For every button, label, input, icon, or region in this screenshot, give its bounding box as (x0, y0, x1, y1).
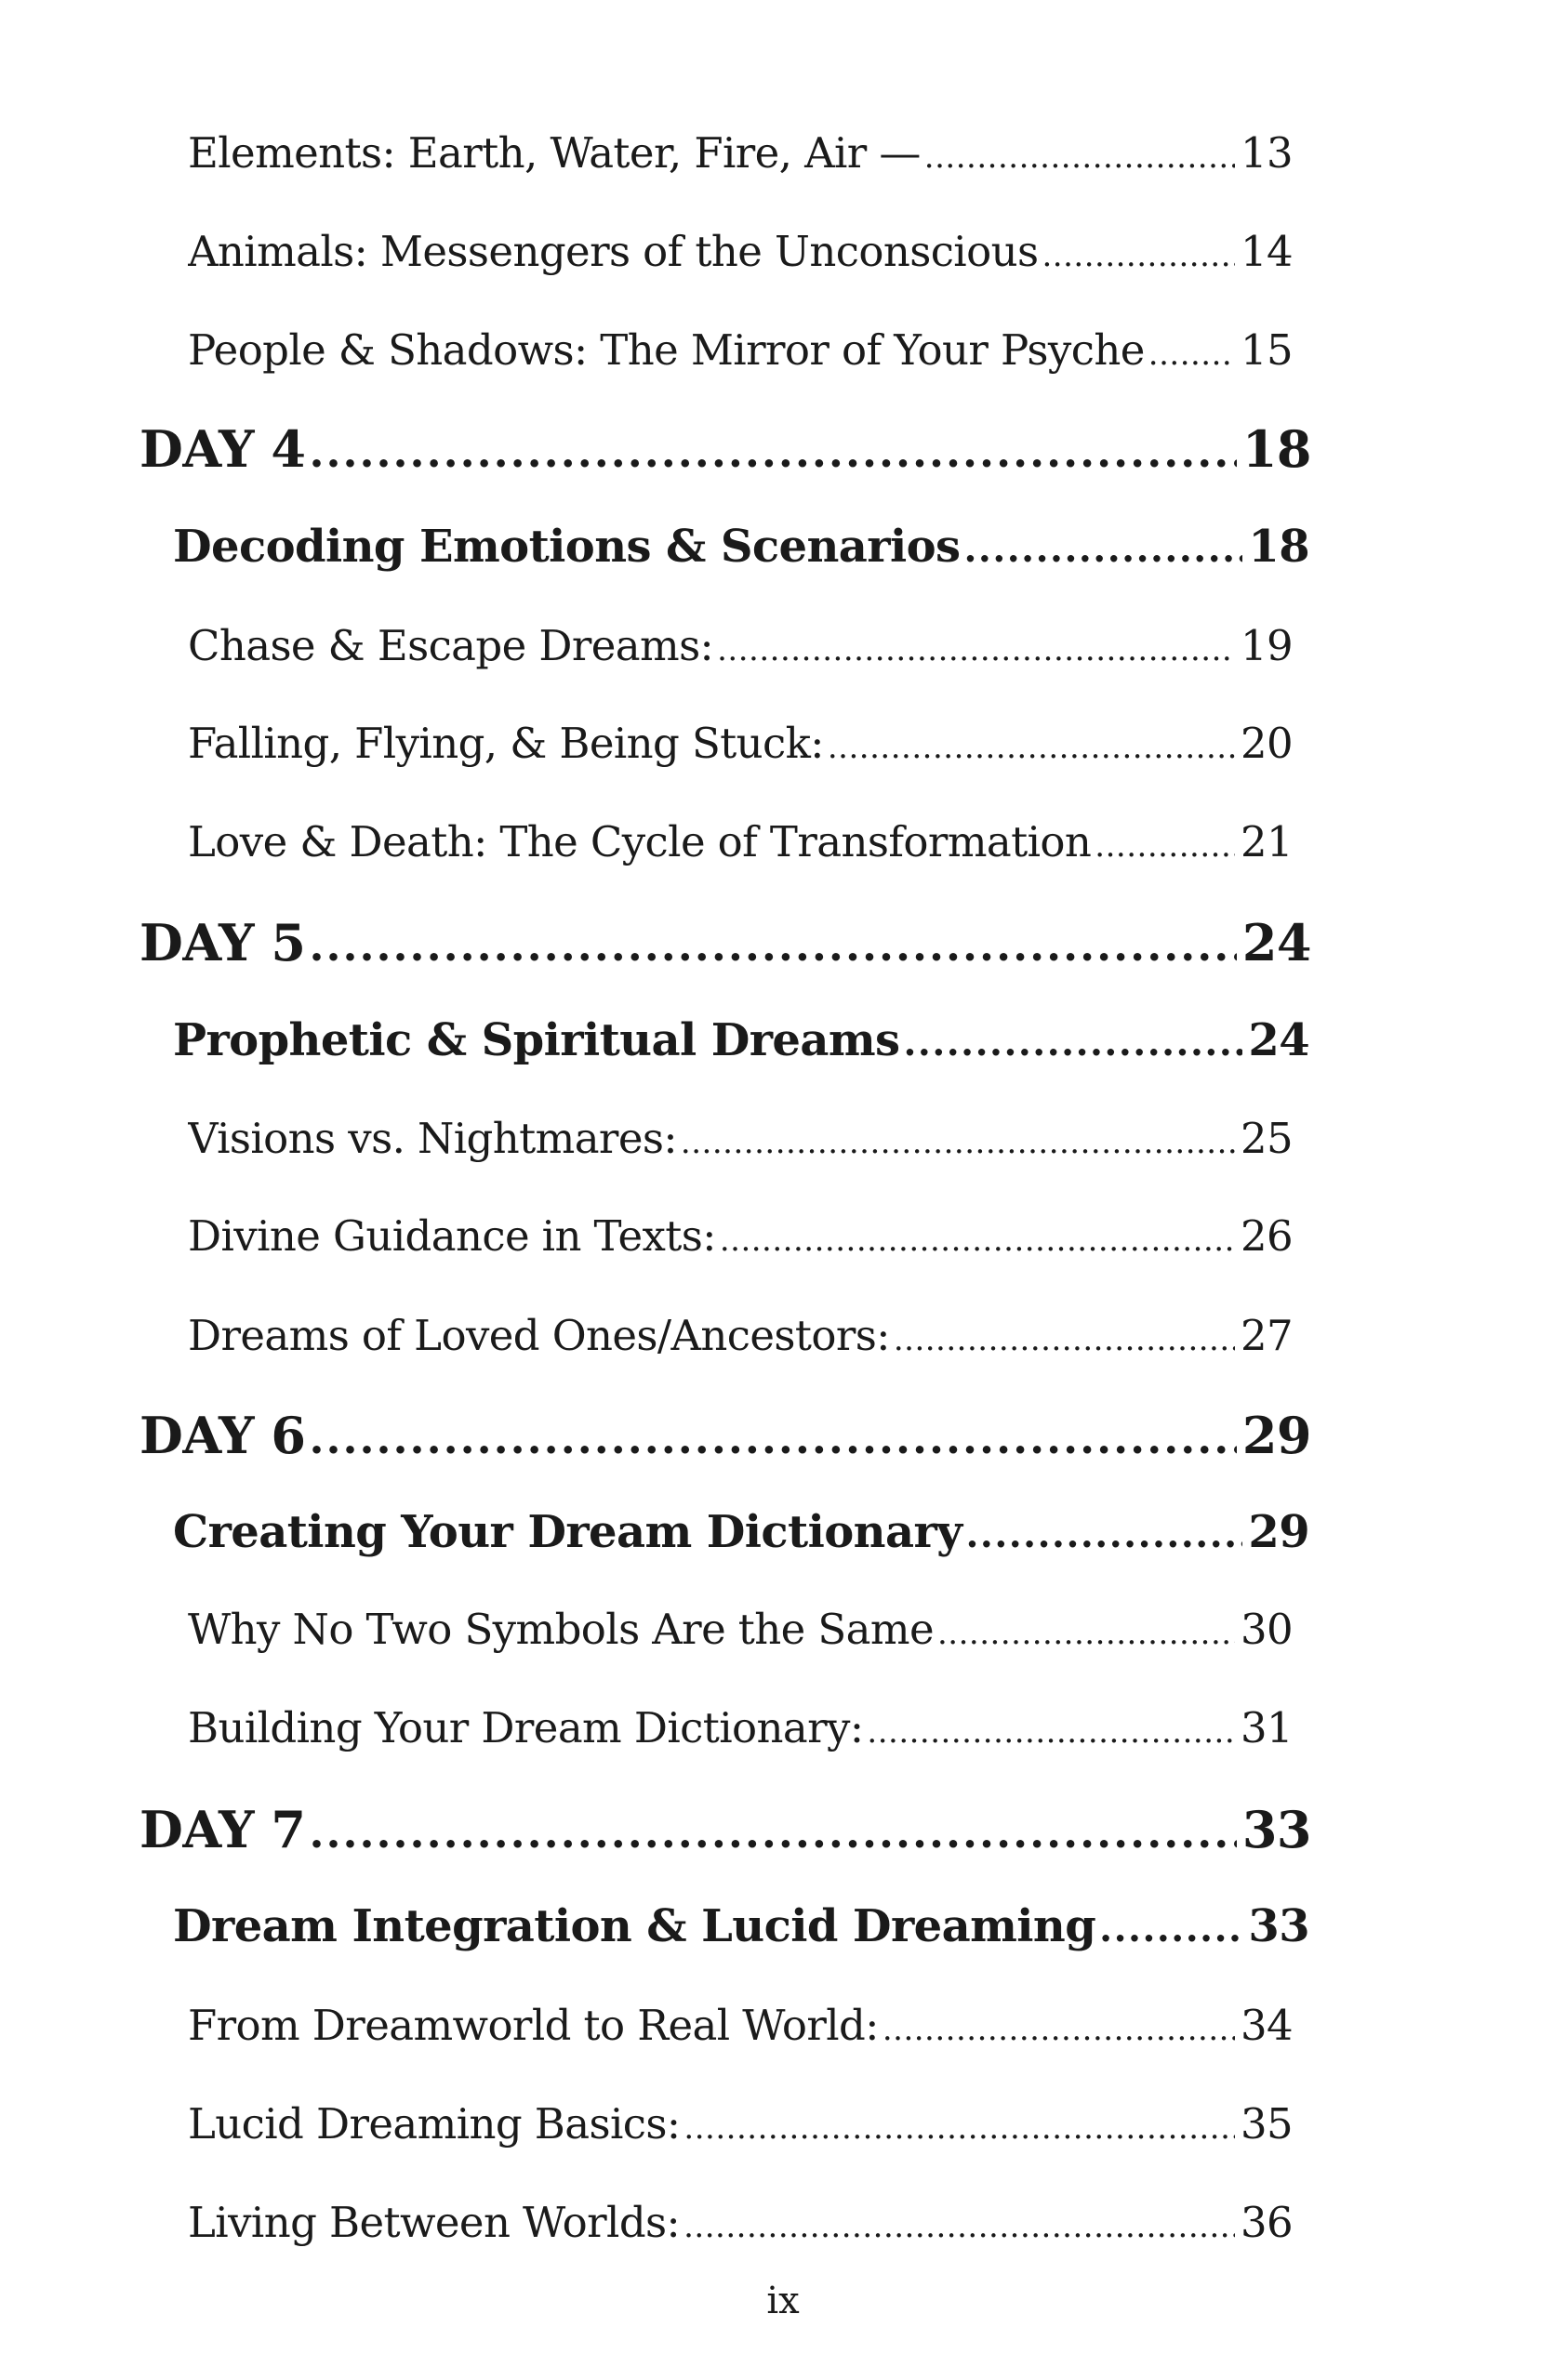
toc-entry-page: 27 (1240, 1311, 1293, 1360)
toc-entry-title: Dream Integration & Lucid Dreaming (173, 1900, 1096, 1952)
dot-leader (965, 1513, 1242, 1556)
dot-leader (867, 1713, 1235, 1751)
toc-entry-page: 34 (1240, 2001, 1293, 2050)
dot-leader (309, 1807, 1236, 1858)
dot-leader (937, 1615, 1235, 1652)
dot-leader (683, 2109, 1235, 2147)
dot-leader (720, 1222, 1235, 1259)
dot-leader (683, 2208, 1235, 2245)
dot-leader (309, 1413, 1236, 1463)
toc-entry-title: Chase & Escape Dreams: (188, 621, 714, 670)
toc-entry-page: 25 (1240, 1114, 1293, 1163)
toc-entry-title: From Dreamworld to Real World: (188, 2001, 879, 2050)
toc-entry-lucid-basics[interactable] (188, 2099, 1293, 2149)
toc-entry-page: 21 (1240, 817, 1293, 866)
toc-entry-title: Divine Guidance in Texts: (188, 1211, 716, 1261)
toc-entry-animals[interactable] (188, 227, 1293, 276)
dot-leader (309, 427, 1236, 477)
toc-entry-dreamworld-real-world[interactable] (188, 2001, 1293, 2050)
toc-entry-title: DAY 5 (139, 913, 306, 972)
toc-entry-decoding-emotions[interactable] (173, 521, 1309, 573)
toc-entry-page: 29 (1248, 1506, 1309, 1558)
toc-entry-loved-ones[interactable] (188, 1311, 1293, 1360)
toc-entry-title: Animals: Messengers of the Unconscious (188, 227, 1039, 276)
toc-entry-page: 13 (1240, 128, 1293, 178)
dot-leader (903, 1021, 1242, 1064)
toc-entry-page: 24 (1241, 913, 1311, 972)
dot-leader (681, 1124, 1235, 1161)
toc-entry-title: Dreams of Loved Ones/Ancestors: (188, 1311, 890, 1360)
toc-entry-title: Visions vs. Nightmares: (188, 1114, 677, 1163)
toc-entry-day-7[interactable] (139, 1800, 1311, 1859)
toc-entry-living-between-worlds[interactable] (188, 2198, 1293, 2247)
dot-leader (309, 920, 1236, 971)
toc-entry-page: 33 (1248, 1900, 1309, 1952)
toc-entry-title: DAY 7 (139, 1800, 306, 1859)
toc-entry-title: DAY 6 (139, 1406, 306, 1465)
toc-entry-elements[interactable] (188, 128, 1293, 178)
toc-entry-page: 31 (1240, 1703, 1293, 1752)
dot-leader (1095, 827, 1235, 865)
toc-entry-page: 14 (1240, 227, 1293, 276)
toc-entry-page: 36 (1240, 2198, 1293, 2247)
toc-entry-dream-dictionary[interactable] (173, 1506, 1309, 1558)
dot-leader (1042, 237, 1234, 274)
toc-entry-day-4[interactable] (139, 419, 1311, 479)
toc-entry-title: Falling, Flying, & Being Stuck: (188, 719, 824, 768)
toc-entry-title: Prophetic & Spiritual Dreams (173, 1014, 900, 1066)
toc-entry-day-5[interactable] (139, 913, 1311, 972)
toc-entry-title: Elements: Earth, Water, Fire, Air — (188, 128, 921, 178)
toc-entry-title: Why No Two Symbols Are the Same (188, 1605, 934, 1654)
toc-entry-dream-integration[interactable] (173, 1900, 1309, 1952)
dot-leader (1099, 1907, 1242, 1950)
toc-entry-visions-nightmares[interactable] (188, 1114, 1293, 1163)
toc-entry-title: People & Shadows: The Mirror of Your Psyche (188, 325, 1145, 375)
toc-entry-page: 18 (1241, 419, 1311, 479)
toc-entry-page: 35 (1240, 2099, 1293, 2149)
toc-entry-day-6[interactable] (139, 1406, 1311, 1465)
toc-entry-divine-guidance[interactable] (188, 1211, 1293, 1261)
toc-entry-page: 30 (1240, 1605, 1293, 1654)
toc-entry-title: Love & Death: The Cycle of Transformation (188, 817, 1092, 866)
toc-entry-page: 18 (1248, 521, 1309, 573)
toc-entry-building-dictionary[interactable] (188, 1703, 1293, 1752)
toc-entry-title: Creating Your Dream Dictionary (173, 1506, 962, 1558)
toc-entry-title: DAY 4 (139, 419, 306, 479)
toc-entry-page: 26 (1240, 1211, 1293, 1261)
dot-leader (963, 527, 1242, 571)
toc-entry-page: 20 (1240, 719, 1293, 768)
toc-entry-chase-escape[interactable] (188, 621, 1293, 670)
toc-entry-falling-flying[interactable] (188, 719, 1293, 768)
toc-entry-page: 19 (1240, 621, 1293, 670)
toc-entry-page: 33 (1241, 1800, 1311, 1859)
dot-leader (924, 139, 1235, 176)
toc-entry-love-death[interactable] (188, 817, 1293, 866)
dot-leader (717, 631, 1235, 668)
dot-leader (828, 729, 1235, 766)
toc-entry-no-two-symbols[interactable] (188, 1605, 1293, 1654)
toc-entry-page: 29 (1241, 1406, 1311, 1465)
toc-entry-page: 15 (1240, 325, 1293, 375)
toc-entry-people-shadows[interactable] (188, 325, 1293, 375)
toc-entry-title: Lucid Dreaming Basics: (188, 2099, 681, 2149)
toc-entry-title: Living Between Worlds: (188, 2198, 681, 2247)
toc-entry-title: Building Your Dream Dictionary: (188, 1703, 864, 1752)
dot-leader (883, 2011, 1235, 2048)
dot-leader (1148, 336, 1235, 373)
dot-leader (894, 1321, 1235, 1358)
toc-entry-prophetic-spiritual[interactable] (173, 1014, 1309, 1066)
toc-entry-title: Decoding Emotions & Scenarios (173, 521, 961, 573)
page-number: ix (766, 2280, 800, 2322)
toc-entry-page: 24 (1248, 1014, 1309, 1066)
